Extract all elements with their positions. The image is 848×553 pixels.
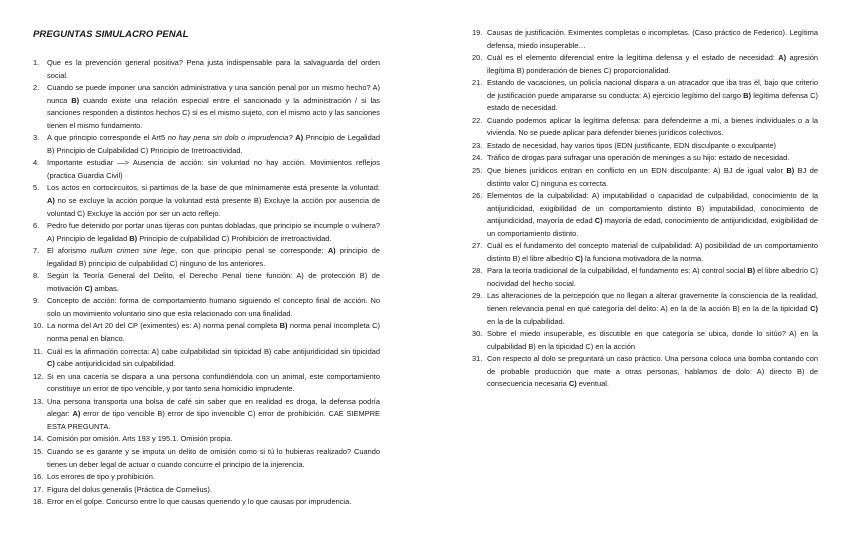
question-item: [33, 270, 380, 295]
question-item: [33, 132, 380, 157]
question-text: Que bienes jurídicos entran en conflicto en un EDN disculpante: A) BJ de igual valor: [487, 166, 787, 176]
question-text: Pedro fue detenido por portar unas tijeras con puntas dobladas, que principio se incumple o vulnera? A) Principio de legalidad: [47, 221, 380, 243]
question-item: [472, 77, 818, 115]
question-text: Sobre el miedo insuperable, es discutible en que categoría se ubica, donde lo sitúo? A) en la culpabilidad B) en la tipicidad C) en la acción: [487, 329, 818, 351]
question-number: 25.: [472, 166, 483, 176]
question-number: 7.: [33, 246, 40, 256]
question-number: 28.: [472, 266, 483, 276]
question-number: 6.: [33, 221, 40, 231]
question-item: [472, 115, 818, 140]
question-text: Cuál es el elemento diferencial entre la legítima defensa y el estado de necesidad:: [487, 53, 779, 63]
answer-marker: B): [71, 95, 80, 105]
question-text: Causas de justificación. Eximentes completas o incompletas. (Caso práctico de Federico). Legítima defensa, miedo insuperable…: [487, 28, 818, 50]
question-item: [33, 346, 380, 371]
question-text: principio de legalidad B) principio de culpabilidad C) ninguno de los anteriores.: [47, 246, 380, 268]
question-text: Elementos de la culpabilidad: A) imputabilidad o capacidad de culpabilidad, conocimiento de la antijuridicidad, exigibilidad de un comportamiento distinto B) imputabilidad, conocimiento de antijuridicidad, mayoría de edad: [487, 191, 818, 226]
question-item: [472, 290, 818, 328]
question-number: 14.: [33, 434, 44, 444]
answer-marker: B): [743, 90, 752, 100]
question-number: 31.: [472, 354, 483, 364]
question-text: legítima defensa C) estado de necesidad.: [487, 90, 818, 113]
answer-marker: A): [327, 246, 336, 256]
question-text: Cuando se es garante y se imputa un delito de omisión como si tú lo hubieras realizado? Cuando tienes un deber legal de actuar o cuando concurre el principio de la injerencia.: [47, 446, 380, 469]
question-text: Tráfico de drogas para sufragar una operación de meninges a su hijo: estado de necesidad.: [487, 153, 790, 163]
question-item: [33, 82, 380, 132]
question-item: [472, 152, 818, 165]
question-text: Principio de Legalidad B) Principio de Culpabilidad C) Principio de Irretroactividad.: [47, 133, 380, 155]
question-text: Figura del dolus generalis (Práctica de Cornelius).: [47, 484, 212, 494]
question-item: [472, 165, 818, 190]
question-text: Según la Teoría General del Delito, el Derecho Penal tiene función: A) de protección B) de motivación: [47, 271, 380, 293]
answer-marker: A): [47, 196, 55, 206]
question-text: , con que principio penal se corresponde:: [174, 246, 328, 256]
question-number: 15.: [33, 446, 44, 456]
question-item: [33, 371, 380, 396]
question-item: [33, 157, 380, 182]
question-text: agresión ilegítima B) ponderación de bienes C) proporcionalidad.: [487, 53, 818, 75]
question-item: [33, 471, 380, 484]
question-text: Una persona transporta una bolsa de café sin saber que en realidad es droga, la defensa podría alegar:: [47, 396, 380, 419]
question-number: 9.: [33, 296, 40, 306]
question-number: 4.: [33, 158, 40, 168]
question-number: 20.: [472, 53, 483, 63]
question-number: 26.: [472, 191, 483, 201]
question-text: Con respecto al dolo se preguntará un caso práctico. Una persona coloca una bomba contando con de probable producción que mate a otras personas, hablamos de dolo: A) directo B) de consecuencia necesaria: [487, 354, 818, 389]
question-item: [33, 182, 380, 220]
answer-marker: C): [47, 359, 55, 369]
question-text: Para la teoría tradicional de la culpabilidad, el fundamento es: A) control social: [487, 266, 748, 276]
question-number: 18.: [33, 497, 44, 507]
question-item: [33, 396, 380, 434]
question-number: 5.: [33, 183, 40, 193]
answer-marker: C): [810, 304, 818, 314]
question-number: 10.: [33, 321, 44, 331]
question-item: [472, 52, 818, 77]
question-number: 27.: [472, 241, 483, 251]
question-number: 12.: [33, 371, 44, 381]
question-item: [472, 240, 818, 265]
question-number: 8.: [33, 271, 40, 281]
question-text: Que es la prevención general positiva? Pena justa indispensable para la salvaguarda del orden social.: [47, 58, 380, 80]
question-text: Cuál es el fundamento del concepto material de culpabilidad: A) posibilidad de un comportamiento distinto B) el libre albedrío: [487, 241, 818, 263]
answer-marker: B): [129, 233, 138, 243]
question-text: Principio de culpabilidad C) Prohibición de irretroactividad.: [137, 233, 332, 243]
question-text: el libre albedrío C) nocividad del hecho social.: [487, 266, 818, 288]
question-number: 30.: [472, 329, 483, 339]
question-item: [33, 295, 380, 320]
question-text: Estado de necesidad, hay varios tipos (EDN justificante, EDN disculpante o exculpante): [487, 140, 776, 150]
question-item: [33, 433, 380, 446]
question-list-right: [472, 27, 818, 391]
question-text: Cuando podemos aplicar la legítima defensa: para defenderme a mi, a bienes individuales o a la vivienda. No se puede aplicar para defender bienes jurídicos colectivos.: [487, 115, 818, 138]
question-item: [33, 484, 380, 497]
question-item: [472, 328, 818, 353]
document-title: PREGUNTAS SIMULACRO PENAL: [33, 29, 189, 40]
question-text: BJ de distinto valor C) ninguna es correcta.: [487, 166, 818, 188]
question-item: [33, 57, 380, 82]
question-text: El aforismo: [47, 246, 91, 256]
answer-marker: A): [778, 53, 787, 63]
question-item: [472, 140, 818, 153]
answer-marker: C): [568, 379, 577, 389]
answer-marker: B): [786, 166, 795, 176]
question-text: ambas.: [92, 283, 119, 293]
question-item: [33, 245, 380, 270]
question-number: 29.: [472, 291, 483, 301]
question-text: Cuál es la afirmación correcta: A) cabe culpabilidad sin tipicidad B) cabe antijuridicidad sin tipicidad: [47, 346, 380, 356]
answer-marker: C): [575, 253, 583, 263]
question-item: [33, 220, 380, 245]
question-text: cabe antijuridicidad sin culpabilidad.: [54, 359, 176, 369]
answer-marker: B): [279, 321, 288, 331]
question-text: Cuando se puede imponer una sanción administrativa y una sanción penal por un mismo hecho? A) nunca: [47, 83, 380, 105]
question-text: Las alteraciones de la percepción que no llegan a alterar gravemente la consciencia de la realidad, tienen relevancia penal en qué categoría del delito: A) en la de la acción B) en la de la tipicidad: [487, 291, 818, 314]
question-number: 16.: [33, 472, 44, 482]
answer-marker: C): [84, 283, 93, 293]
question-number: 23.: [472, 140, 483, 150]
answer-marker: A): [295, 133, 304, 143]
question-item: [472, 190, 818, 240]
question-text: no se excluye la acción porque la voluntad está presente B) Excluye la acción por ausencia de voluntad C) Excluye la acción por ser un acto reflejo.: [47, 196, 380, 218]
question-text: Concepto de acción: forma de comportamiento humano siguiendo el concepto final de acción. No solo un movimiento voluntario sino que esta relacionado con una finalidad.: [47, 296, 380, 318]
answer-marker: A): [72, 409, 81, 419]
question-text: eventual.: [576, 379, 609, 389]
question-number: 17.: [33, 484, 44, 494]
question-text: nullum crimen sine lege: [90, 246, 175, 256]
question-text: norma penal incompleta C) norma penal en blanco.: [47, 321, 380, 344]
question-number: 3.: [33, 133, 40, 143]
question-text: Error en el golpe. Concurso entre lo que causas queriendo y lo que causas por imprudencia.: [47, 497, 352, 507]
question-text: en la de la culpabilidad.: [487, 316, 565, 326]
question-number: 24.: [472, 153, 483, 163]
question-text: la funciona motivadora de la norma.: [582, 253, 704, 263]
answer-marker: B): [747, 266, 756, 276]
question-text: cuando existe una relación especial entre el sancionado y la administración / si las sanciones responden a distintos hechos C) si es el mismo sujeto, con el mismo acto y las sanciones tienen el mismo fundamento.: [47, 95, 380, 130]
question-text: Comisión por omisión. Arts 193 y 195.1. Omisión propia.: [47, 434, 233, 444]
question-list-left: [33, 57, 380, 509]
question-item: [33, 496, 380, 509]
question-number: 19.: [472, 28, 483, 37]
question-text: Importante estudiar —> Ausencia de acción: sin voluntad no hay acción. Movimientos reflejos (practica Guardia Civil): [47, 158, 380, 180]
question-item: [472, 353, 818, 391]
question-item: [472, 27, 818, 52]
question-number: 11.: [33, 346, 43, 356]
question-text: A que principio corresponde el Art5: [47, 133, 168, 143]
question-text: no hay pena sin dolo o imprudencia?: [167, 133, 293, 143]
question-text: mayoría de edad, conocimiento de antijuridicidad, exigibilidad de un comportamiento distinto.: [487, 216, 818, 238]
question-text: La norma del Art 20 del CP (eximentes) es: A) norma penal completa: [47, 321, 280, 331]
question-text: Los actos en cortocircuitos, si partimos de la base de que mínimamente está presente la voluntad:: [47, 183, 380, 193]
question-item: [472, 265, 818, 290]
question-text: Si en una cacería se dispara a una persona confundiéndola con un animal, este comportamiento constituye un error de tipo vencible, y por tanto seria homicidio imprudente.: [47, 371, 380, 394]
question-number: 22.: [472, 115, 483, 125]
question-number: 13.: [33, 396, 44, 406]
answer-marker: C): [594, 216, 603, 226]
question-text: Estando de vacaciones, un policía nacional dispara a un atracador que iba tras él, bajo que criterio de justificación puede ampararse su conducta: A) ejercicio legítimo del cargo: [487, 78, 818, 100]
question-item: [33, 446, 380, 471]
question-number: 21.: [472, 78, 483, 88]
question-number: 1.: [33, 58, 40, 67]
question-text: error de tipo vencible B) error de tipo invencible C) error de prohibición. CAE SIEMPRE ESTA PREGUNTA.: [47, 409, 380, 431]
question-item: [33, 320, 380, 345]
question-text: Los errores de tipo y prohibición.: [47, 472, 155, 482]
question-number: 2.: [33, 83, 40, 93]
